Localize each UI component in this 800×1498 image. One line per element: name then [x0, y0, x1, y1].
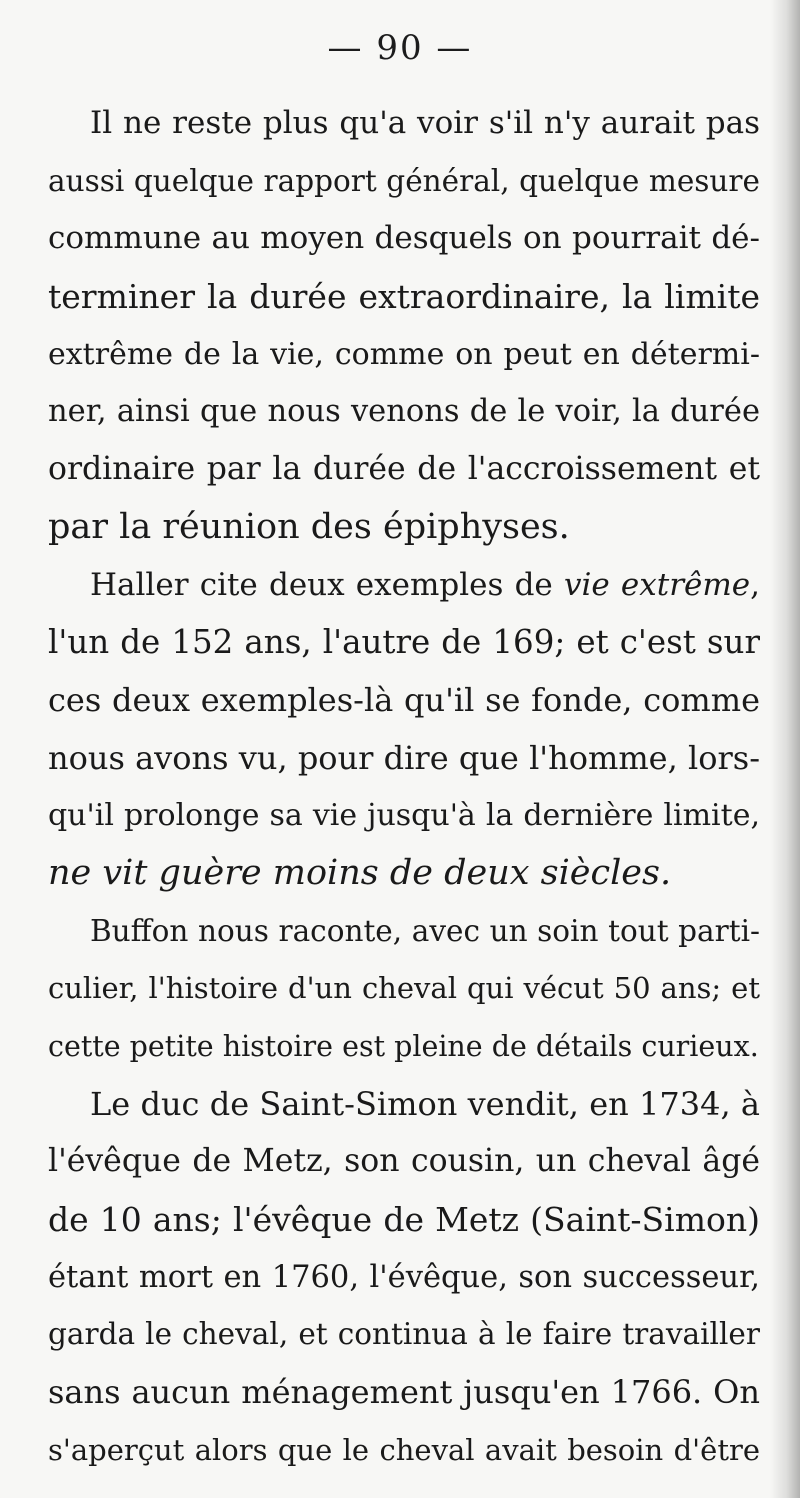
text-line: aussi quelque rapport général, quelque mesure — [48, 163, 760, 198]
text-line — [48, 557, 760, 615]
text-line: extrême de la vie, comme on peut en détermi- — [48, 336, 760, 372]
text-line: sans aucun ménagement jusqu'en 1766. On — [48, 1373, 760, 1412]
text-line: commune au moyen desquels on pourrait dé- — [48, 220, 760, 257]
text-line: Buffon nous raconte, avec un soin tout parti- — [90, 913, 760, 948]
text-line: ces deux exemples-là qu'il se fonde, comme — [48, 680, 760, 719]
page-edge-shadow — [770, 0, 800, 1498]
text-line: par la réunion des épiphyses. — [48, 506, 570, 547]
text-line: s'aperçut alors que le cheval avait besoin d'être — [48, 1432, 760, 1467]
text-line: Le duc de Saint-Simon vendit, en 1734, à — [90, 1084, 760, 1123]
italic-text-run: vie extrême — [563, 566, 751, 603]
text-line: de 10 ans; l'évêque de Metz (Saint-Simon) — [48, 1200, 760, 1240]
text-line: cette petite histoire est pleine de détails curieux. — [48, 1030, 759, 1063]
page-number: — 90 — — [327, 28, 473, 68]
text-line: ordinaire par la durée de l'accroissement et — [48, 451, 760, 488]
text-run: Haller cite deux exemples de — [90, 566, 564, 603]
text-line: garda le cheval, et continua à le faire travailler — [48, 1317, 760, 1352]
text-line: culier, l'histoire d'un cheval qui vécut 50 ans; et — [48, 971, 760, 1006]
body-text — [48, 95, 760, 1480]
text-line: étant mort en 1760, l'évêque, son successeur, — [48, 1259, 760, 1295]
text-line: terminer la durée extraordinaire, la limite — [48, 277, 760, 317]
text-line: qu'il prolonge sa vie jusqu'à la dernière limite, — [48, 798, 760, 834]
text-line: ner, ainsi que nous venons de le voir, la durée — [48, 394, 760, 430]
text-run: , — [750, 566, 760, 603]
text-line: l'évêque de Metz, son cousin, un cheval âgé — [48, 1143, 760, 1180]
text-line: nous avons vu, pour dire que l'homme, lors- — [48, 738, 760, 777]
text-line: ne vit guère moins de deux siècles. — [48, 852, 672, 893]
text-line: l'un de 152 ans, l'autre de 169; et c'est sur — [48, 623, 760, 662]
text-line: Il ne reste plus qu'a voir s'il n'y aurait pas — [90, 105, 760, 141]
